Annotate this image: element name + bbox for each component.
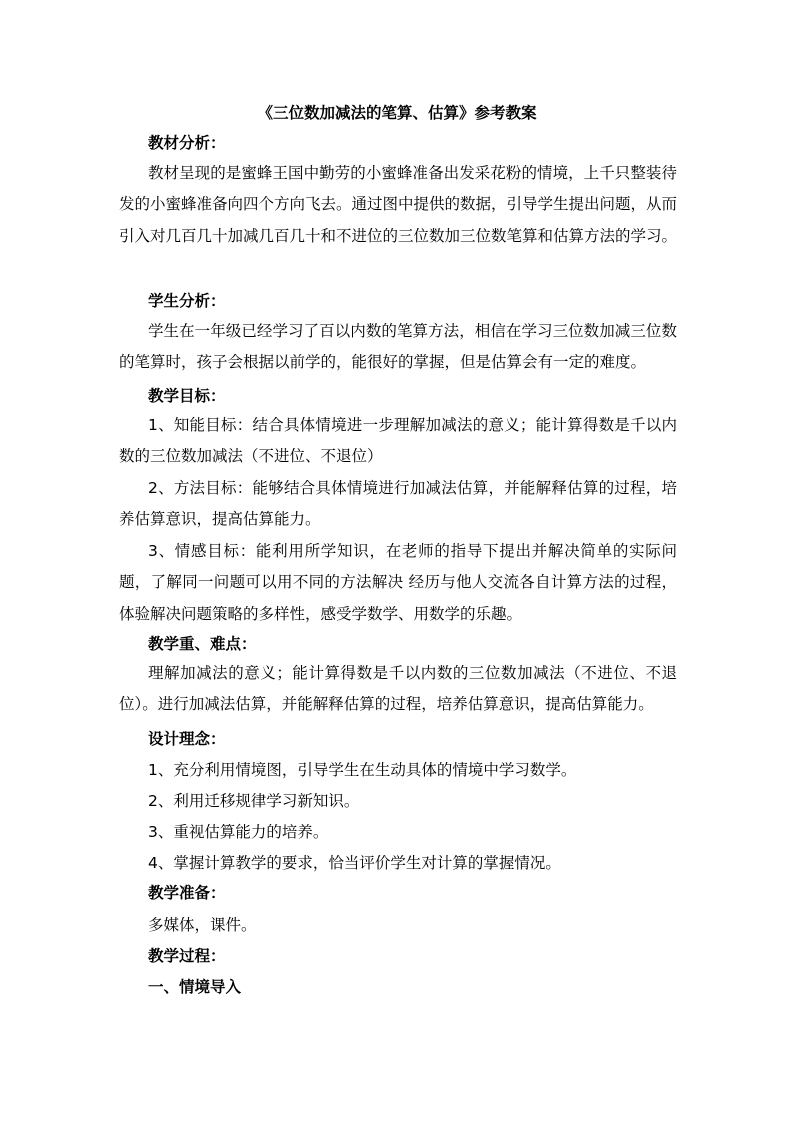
heading-teaching-process: 教学过程： [148, 947, 226, 965]
heading-design-concept: 设计理念： [148, 730, 226, 748]
paragraph-teaching-preparation: 多媒体，课件。 [148, 916, 257, 934]
heading-teaching-preparation: 教学准备： [148, 884, 226, 902]
design-item-3: 3、重视估算能力的培养。 [148, 823, 329, 841]
paragraph-key-points: 理解加减法的意义；能计算得数是千以内数的三位数加减法（不进位、不退位）。进行加减法估算，并能解释估算的过程，培养估算意识，提高估算能力。 [119, 664, 677, 714]
heading-teaching-goals: 教学目标： [148, 387, 226, 405]
subheading-situation-intro: 一、情境导入 [148, 978, 242, 996]
goal-item-2: 2、方法目标：能够结合具体情境进行加减法估算，并能解释估算的过程，培养估算意识，提高估算能力。 [119, 479, 677, 529]
heading-student-analysis: 学生分析： [148, 292, 226, 310]
heading-material-analysis: 教材分析： [148, 134, 226, 152]
paragraph-material-analysis: 教材呈现的是蜜蜂王国中勤劳的小蜜蜂准备出发采花粉的情境，上千只整装待发的小蜜蜂准备向四个方向飞去。通过图中提供的数据，引导学生提出问题，从而引入对几百几十加减几百几十和不进位的三位数加三位数笔算和估算方法的学习。 [119, 164, 678, 245]
document-title: 《三位数加减法的笔算、估算》参考教案 [257, 104, 537, 122]
paragraph-student-analysis: 学生在一年级已经学习了百以内数的笔算方法，相信在学习三位数加减三位数的笔算时，孩子会根据以前学的，能很好的掌握，但是估算会有一定的难度。 [119, 322, 677, 372]
design-item-2: 2、利用迁移规律学习新知识。 [148, 792, 360, 810]
goal-item-3: 3、情感目标：能利用所学知识，在老师的指导下提出并解决简单的实际问题，了解同一问题可以用不同的方法解决 经历与他人交流各自计算方法的过程，体验解决问题策略的多样性，感受学数学、用数学的乐趣。 [119, 542, 677, 623]
design-item-4: 4、掌握计算教学的要求，恰当评价学生对计算的掌握情况。 [148, 854, 561, 872]
goal-item-1: 1、知能目标：结合具体情境进一步理解加减法的意义；能计算得数是千以内数的三位数加减法（不进位、不退位） [119, 416, 677, 466]
heading-key-points: 教学重、难点： [148, 635, 257, 653]
design-item-1: 1、充分利用情境图，引导学生在生动具体的情境中学习数学。 [148, 761, 577, 779]
